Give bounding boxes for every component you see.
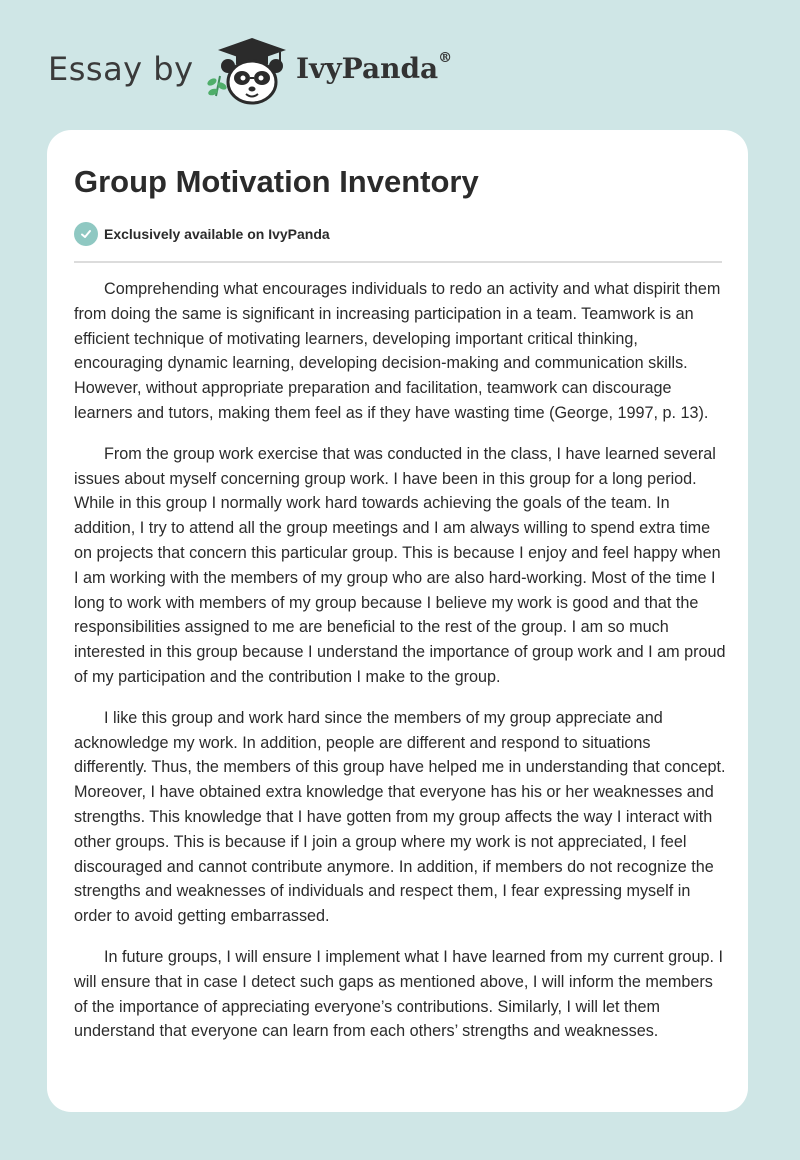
essay-card: [47, 130, 748, 1112]
paragraph: From the group work exercise that was conducted in the class, I have learned several issues about myself concerning group work. I have been in this group for a long period. While in this group I normally work hard towards achieving the goals of the team. In addition, I try to attend all the group meetings and I am always willing to spend extra time on projects that concern this particular group. This is because I enjoy and feel happy when I am working with the members of my group who are also hard-working. Most of the time I long to work with members of my group because I believe my work is good and that the responsibilities assigned to me are beneficial to the rest of the group. I am so much interested in this group because I understand the importance of group work and I am proud of my participation and the contribution I make to the group.: [74, 444, 726, 686]
leaf-icon: [206, 76, 228, 97]
divider: [74, 261, 722, 263]
site-header: [0, 0, 800, 120]
check-icon: [74, 222, 98, 246]
essay-by-label: Essay by: [48, 50, 194, 88]
essay-body: [74, 277, 726, 1060]
page-title: Group Motivation Inventory: [74, 164, 479, 199]
panda-logo-icon[interactable]: [202, 36, 294, 108]
paragraph: Comprehending what encourages individuals to redo an activity and what dispirit them from doing the same is significant in increasing participation in a team. Teamwork is an efficient technique of motivating learners, developing important critical thinking, encouraging dynamic learning, developing decision-making and communication skills. However, without appropriate preparation and facilitation, teamwork can discourage learners and tutors, making them feel as if they have wasting time (George, 1997, p. 13).: [74, 280, 721, 422]
exclusive-badge: [74, 222, 330, 246]
registered-mark: ®: [438, 50, 453, 66]
paragraph: I like this group and work hard since the members of my group appreciate and acknowledge my work. In addition, people are different and respond to situations differently. Thus, the members of this group have helped me in understanding that concept. Moreover, I have obtained extra knowledge that everyone has his or her weaknesses and strengths. This knowledge that I have gotten from my group affects the way I interact with other groups. This is because if I join a group where my work is not appreciated, I feel discouraged and cannot contribute anymore. In addition, if members do not recognize the strengths and weaknesses of individuals and respect them, I fear expressing myself in order to avoid getting embarrassed.: [74, 708, 726, 926]
paragraph: In future groups, I will ensure I implement what I have learned from my current group. I will ensure that in case I detect such gaps as mentioned above, I will inform the members of the importance of appreciating everyone’s contributions. Similarly, I will let them understand that everyone can learn from each others’ strengths and weaknesses.: [74, 947, 724, 1041]
brand-name[interactable]: IvyPanda®: [296, 50, 453, 85]
badge-label: Exclusively available on IvyPanda: [104, 226, 330, 242]
